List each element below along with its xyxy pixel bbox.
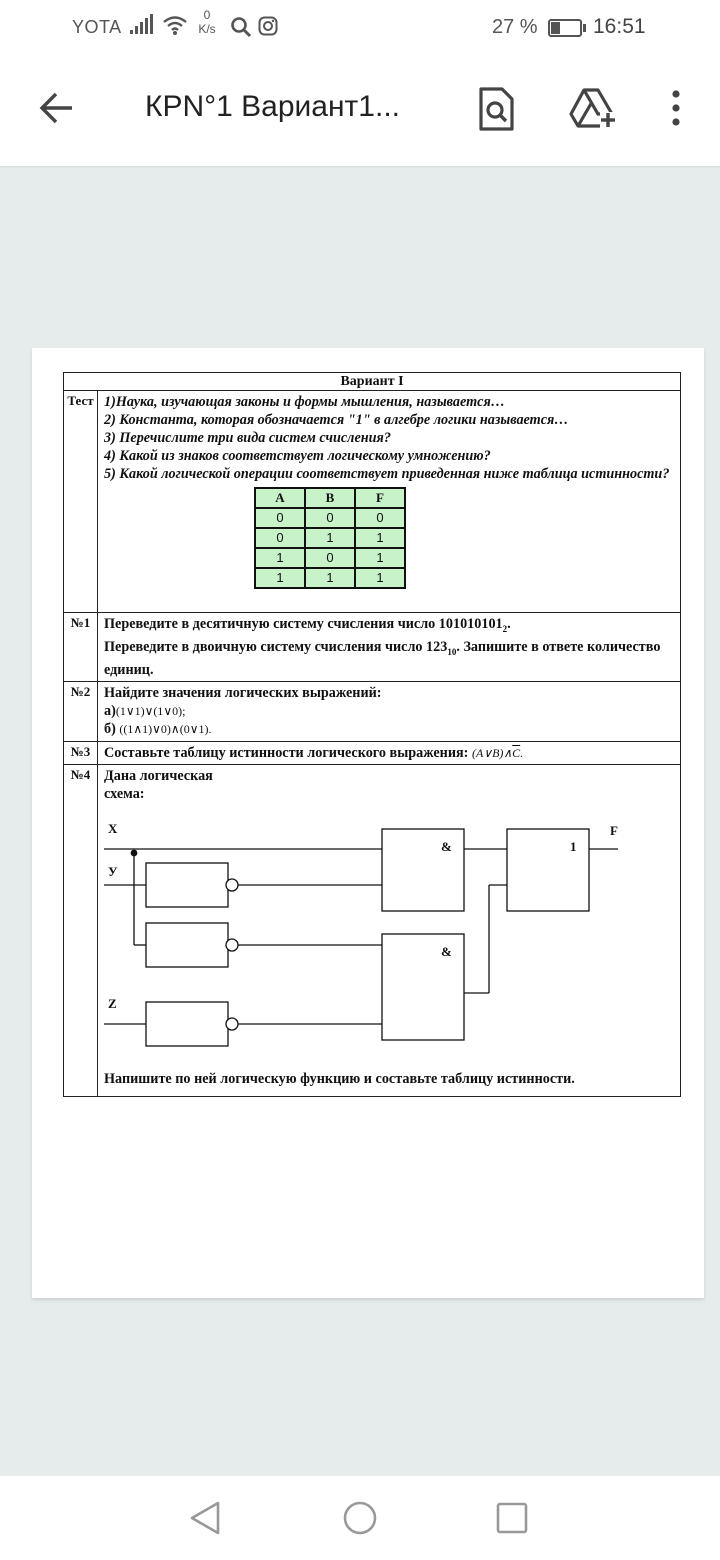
document-page — [32, 348, 704, 1298]
or-gate-symbol: 1 — [570, 838, 577, 854]
truth-table-cell: 1 — [305, 528, 355, 548]
task3-expr-not-c: $\overline{C}$ — [512, 745, 521, 760]
find-in-document-icon[interactable] — [476, 86, 516, 132]
task2-a-label: а) — [104, 702, 116, 719]
task1-label: №1 — [64, 613, 98, 682]
task1-line2 — [104, 638, 674, 679]
network-speed-value: 0 — [203, 8, 211, 22]
question-5: 5) Какой логической операции соответствует приведенная ниже таблица истинности? — [104, 466, 670, 482]
network-speed-unit: K/s — [198, 22, 216, 36]
task4-content — [98, 764, 681, 1096]
truth-table-cell: 0 — [305, 548, 355, 568]
task2-title: Найдите значения логических выражений: — [104, 684, 382, 701]
task2-b — [104, 720, 674, 738]
truth-table-cell: 1 — [355, 568, 405, 588]
signal-icon — [130, 14, 156, 36]
truth-table-cell: 1 — [355, 548, 405, 568]
wifi-icon — [162, 14, 188, 36]
truth-table-header: F — [355, 488, 405, 508]
task4-label: №4 — [64, 764, 98, 1096]
task2-a — [104, 702, 674, 720]
status-bar — [0, 0, 720, 56]
task4-intro-1: Дана логическая — [104, 767, 213, 784]
task4-intro-2: схема: — [104, 785, 145, 802]
nav-recents-icon[interactable] — [496, 1500, 528, 1536]
input-x-label: X — [108, 820, 118, 836]
nav-back-icon[interactable] — [188, 1500, 222, 1536]
more-options-icon[interactable] — [666, 88, 686, 128]
truth-table-header: B — [305, 488, 355, 508]
task3-content — [98, 741, 681, 764]
search-icon — [230, 16, 252, 38]
variant-header: Вариант I — [64, 373, 681, 391]
carrier-name: YOTA — [72, 17, 122, 37]
clock: 16:51 — [593, 15, 646, 38]
task2-label: №2 — [64, 681, 98, 741]
question-3: 3) Перечислите три вида систем счисления? — [104, 430, 391, 446]
instagram-icon — [258, 16, 278, 36]
truth-table-cell: 1 — [255, 568, 305, 588]
truth-table-cell: 1 — [305, 568, 355, 588]
question-2: 2) Константа, которая обозначается "1" в алгебре логики называется… — [104, 412, 569, 428]
task1-line1-end: . — [507, 616, 511, 632]
battery-percent: 27 % — [492, 16, 538, 38]
input-z-label: Z — [108, 995, 117, 1011]
test-label: Тест — [64, 391, 98, 613]
task1-line1 — [104, 615, 674, 638]
task1-line1-text: Переведите в десятичную систему счисления число 101010101 — [104, 616, 503, 632]
battery-icon — [548, 18, 588, 38]
task1-base-2: 2 — [502, 623, 508, 634]
back-arrow-icon[interactable] — [36, 88, 76, 128]
truth-table-cell: 0 — [305, 508, 355, 528]
document-title: КРN°1 Вариант1... — [145, 90, 400, 123]
truth-table-cell: 0 — [355, 508, 405, 528]
truth-table-cell: 0 — [255, 528, 305, 548]
task1-content — [98, 613, 681, 682]
task2-b-label: б) — [104, 720, 116, 737]
truth-table — [254, 487, 406, 589]
nav-home-icon[interactable] — [342, 1500, 378, 1536]
task3-label: №3 — [64, 741, 98, 764]
task2-b-expr: ((1∧1)∨0)∧(0∨1). — [119, 721, 212, 736]
task1-line2-text: Переведите в двоичную систему счисления число 123 — [104, 638, 448, 655]
input-y-label: У — [108, 863, 118, 879]
app-bar — [0, 56, 720, 166]
truth-table-cell: 1 — [355, 528, 405, 548]
task3-expr-end: . — [520, 745, 524, 760]
truth-table-cell: 0 — [255, 508, 305, 528]
task2-a-expr: (1∨1)∨(1∨0); — [115, 703, 186, 718]
task1-line2-suffix: . Запишите в ответе количество единиц. — [104, 638, 661, 678]
network-speed — [195, 8, 219, 36]
and-gate-1-symbol: & — [441, 838, 452, 854]
output-f-label: F — [610, 822, 618, 838]
task1-base-10: 10 — [447, 646, 457, 657]
navigation-bar — [0, 1476, 720, 1560]
add-to-drive-icon[interactable] — [568, 86, 618, 132]
logic-circuit-diagram — [104, 803, 674, 1048]
task3-expr — [472, 746, 523, 760]
question-1: 1)Наука, изучающая законы и формы мышления, называется… — [104, 394, 505, 410]
truth-table-header: A — [255, 488, 305, 508]
task4-footer: Напишите по ней логическую функцию и составьте таблицу истинности. — [104, 1070, 575, 1087]
truth-table-cell: 1 — [255, 548, 305, 568]
task3-text: Составьте таблицу истинности логического выражения: — [104, 744, 469, 761]
test-questions — [98, 391, 681, 613]
and-gate-2-symbol: & — [441, 943, 452, 959]
logic-circuit — [104, 803, 674, 1048]
task3-expr-main: (A∨B)∧ — [471, 745, 513, 760]
question-4: 4) Какой из знаков соответствует логическому умножению? — [104, 448, 491, 464]
variant-table — [63, 372, 681, 1097]
task2-content — [98, 681, 681, 741]
